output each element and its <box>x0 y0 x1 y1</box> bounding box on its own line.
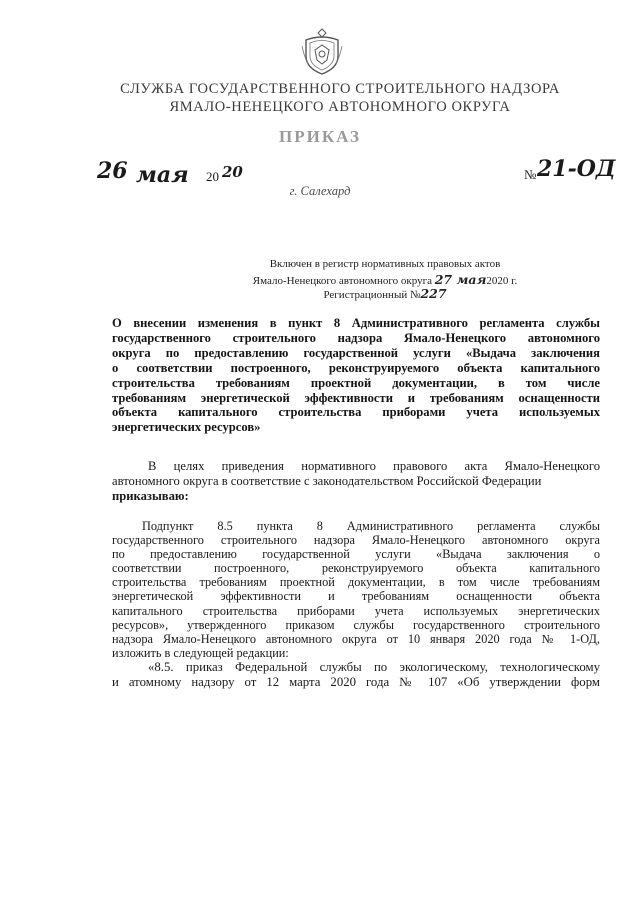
order-number-sign: № <box>524 167 537 182</box>
title-line: о соответствии построенного, реконструируемого объекта капитального <box>112 360 600 375</box>
body-line: ресурсов», утвержденного приказом службы государственного строительного <box>112 617 600 632</box>
document-type-heading: ПРИКАЗ <box>279 127 361 146</box>
handwritten-date-month: мая <box>136 162 189 188</box>
registration-handwritten-number: 227 <box>420 286 447 301</box>
title-line: округа по предоставлению государственной услуги «Выдача заключения <box>112 345 600 360</box>
title-line: объекта капитального строительства приборами учета используемых <box>112 405 600 420</box>
date-year-prefix: 20 <box>206 169 219 184</box>
preamble <box>112 459 600 504</box>
title-line: строительства требованиям проектной документации, в том числе <box>112 375 600 390</box>
order-body <box>112 519 600 690</box>
agency-name-line-2: ЯМАЛО-НЕНЕЦКОГО АВТОНОМНОГО ОКРУГА <box>169 99 511 115</box>
preamble-line: В целях приведения нормативного правового акта Ямало-Ненецкого <box>148 459 600 473</box>
body-line: соответствии построенного, реконструируемого объекта капитального <box>112 561 600 576</box>
body-line: по предоставлению государственной услуги «Выдача заключения о <box>112 547 600 562</box>
body-line: строительства требованиям проектной документации, в том числе требованиям <box>112 575 600 590</box>
city-label: г. Салехард <box>289 184 351 198</box>
agency-name-line-1: СЛУЖБА ГОСУДАРСТВЕННОГО СТРОИТЕЛЬНОГО НАДЗОРА <box>120 81 560 97</box>
title-line: государственного строительного надзора Ямало-Ненецкого автономного <box>112 330 600 345</box>
title-line: О внесении изменения в пункт 8 Административного регламента службы <box>112 316 600 330</box>
registration-line-2-suffix: 2020 г. <box>486 275 518 287</box>
body-line: энергетической эффективности и требованиям оснащенности объекта <box>112 589 600 604</box>
body-line: Подпункт 8.5 пункта 8 Административного регламента службы <box>142 519 600 533</box>
body-line: и атомному надзору от 12 марта 2020 года № 107 «Об утверждении форм <box>112 674 600 689</box>
registration-line-3 <box>220 286 550 301</box>
order-title <box>112 316 600 435</box>
handwritten-order-number: 21-ОД <box>537 156 616 182</box>
title-line: требованиям энергетической эффективности и требованиям оснащенности <box>112 390 600 405</box>
title-line: энергетических ресурсов» <box>112 420 261 435</box>
registration-line-2 <box>220 272 550 287</box>
body-line: изложить в следующей редакции: <box>112 645 289 660</box>
registration-line-1: Включен в регистр нормативных правовых актов <box>269 258 501 270</box>
coat-of-arms-emblem-icon <box>300 26 344 76</box>
handwritten-date-day: 26 <box>97 158 128 184</box>
order-verb: приказываю: <box>112 488 189 503</box>
registration-handwritten-date: 27 мая <box>434 272 487 287</box>
handwritten-date-year-suffix: 20 <box>222 163 243 181</box>
preamble-line: автономного округа в соответствие с законодательством Российской Федерации <box>112 473 542 488</box>
body-line: государственного строительного надзора Ямало-Ненецкого автономного округа <box>112 533 600 548</box>
body-line: «8.5. приказ Федеральной службы по экологическому, технологическому <box>148 659 600 674</box>
body-line: капитального строительства приборами учета используемых энергетических <box>112 603 600 618</box>
body-line: надзора Ямало-Ненецкого автономного округа от 10 января 2020 года № 1-ОД, <box>112 631 600 646</box>
registration-number-label: Регистрационный № <box>323 289 421 301</box>
registration-line-2-prefix: Ямало-Ненецкого автономного округа <box>252 275 432 287</box>
